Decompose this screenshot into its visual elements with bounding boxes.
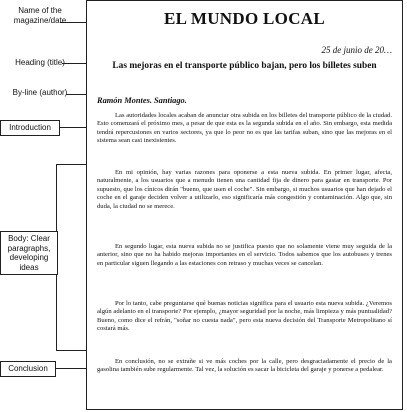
annotation-introduction: Introduction xyxy=(0,120,60,136)
annotation-name-date: Name of the magazine/date xyxy=(13,6,67,25)
masthead: EL MUNDO LOCAL xyxy=(164,9,325,28)
leader-conclusion xyxy=(56,368,88,369)
annotation-body: Body: Clear paragraphs, developing ideas xyxy=(0,231,58,275)
issue-date: 25 de junio de 20… xyxy=(321,45,392,55)
paragraph-introduction: Las autoridades locales acaban de anunciar otra subida en los billetes del transporte público de la ciudad. Esto comenzará el próximo mes, a pesar de que esta es la segunda subida en el año. Sin embargo, esta medida tendrá repercusiones en varios sectores, ya que lo peor no es que las tarifas suban, sino que las mejoras en el sistema sean casi inexistentes. xyxy=(97,112,392,145)
newspaper-page xyxy=(86,0,403,410)
body-bracket-bottom xyxy=(56,350,88,351)
annotation-conclusion: Conclusion xyxy=(0,361,56,377)
headline: Las mejoras en el transporte público bajan, pero los billetes suben xyxy=(112,61,377,71)
paragraph-body-1: En mi opinión, hay varias razones para oponerse a esta nueva subida. En primer lugar, afecta, naturalmente, a los usuarios que a menudo tienen una cantidad fija de dinero para gastar en transporte. Por supuesto, que los cínicos dirán "bueno, que usen el coche". Sin embargo, si muchos usuarios que han dejado el coche en el garaje deciden volver a utilizarlo, eso significaría más congestión y contaminación. Algo que, sin duda, la ciudad no se merece. xyxy=(97,169,392,210)
paragraph-conclusion: En conclusión, no se extrañe si ve más coches por la calle, pero desgraciadamente el precio de la gasolina también sube regularmente. Tal vez, la solución es sacar la bicicleta del garaje y ponerse a pedalear. xyxy=(97,358,392,374)
leader-byline xyxy=(66,94,88,95)
annotation-byline: By-line (author) xyxy=(12,88,68,97)
paragraph-body-3: Por lo tanto, cabe preguntarse qué buenas noticias significa para el usuario esta nueva subida. ¿Veremos algún adelanto en el transporte? Por ejemplo, ¿mayor seguridad por la noche, más limpieza y más puntualidad? Bueno, como dice el refrán, "soñar no cuesta nada", pero esta nueva decisión del Transporte Metropolitano sí costará más. xyxy=(97,300,392,333)
annotation-heading: Heading (title) xyxy=(15,58,65,67)
leader-heading xyxy=(62,63,88,64)
paragraph-body-2: En segundo lugar, esta nueva subida no se justifica puesto que no solamente viene muy seguida de la anterior, sino que no ha habido mejoras importantes en el servicio. Todos sabemos que los autobuses y trenes en particular siguen llegando a las estaciones con retraso y muchas veces se cancelan. xyxy=(97,243,392,267)
byline: Ramón Montes. Santiago. xyxy=(97,96,187,105)
leader-name-date xyxy=(60,22,88,23)
body-bracket-top xyxy=(56,164,88,165)
leader-introduction xyxy=(60,127,88,128)
